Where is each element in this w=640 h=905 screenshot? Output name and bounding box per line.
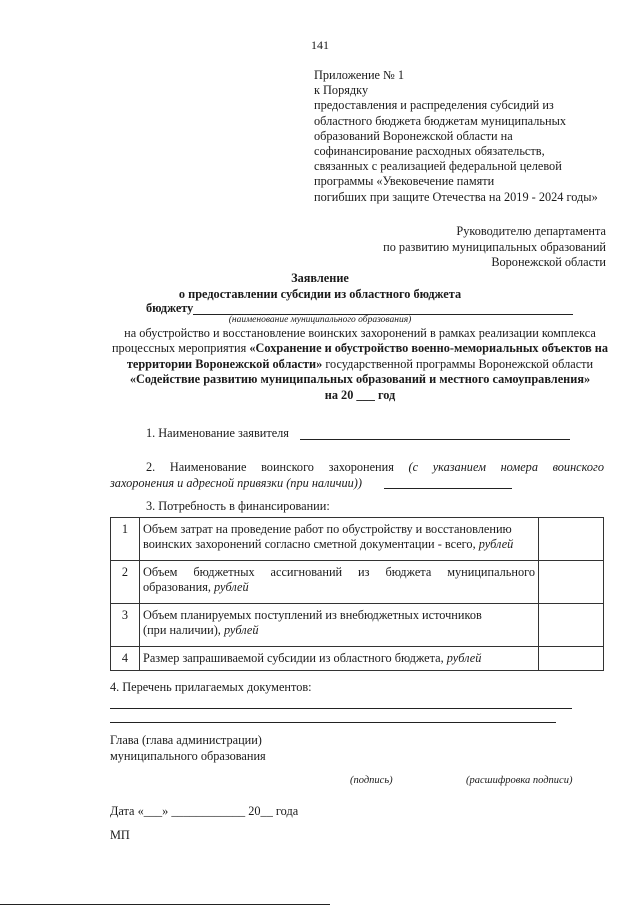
row-description: Объем планируемых поступлений из внебюджетных источников (при наличии), рублей xyxy=(140,604,539,647)
document-title: Заявление xyxy=(291,271,349,285)
application-description: на обустройство и восстановление воинских захоронений в рамках реализации комплекса процессных мероприятия «Сохранение и обустройство военно-мемориальных объектов на территории Воронежской области» государственной программы Воронежской области «Содействие развитию муниципальных образований и местного самоуправления» на 20 ___ год xyxy=(111,326,609,402)
signature-hint: (подпись) xyxy=(350,775,393,786)
row-value-cell[interactable] xyxy=(539,647,604,671)
stamp-label: МП xyxy=(110,828,130,842)
documents-line-2[interactable] xyxy=(110,722,556,723)
burial-name-block xyxy=(110,459,604,491)
financing-need-label: 3. Потребность в финансировании: xyxy=(146,499,330,513)
addressee-line: по развитию муниципальных образований xyxy=(383,239,606,254)
appendix-line: погибших при защите Отечества на 2019 - 2024 годы» xyxy=(314,189,598,204)
row-number: 2 xyxy=(111,561,140,604)
signature-decoding-hint: (расшифровка подписи) xyxy=(466,775,573,786)
row-description: Объем затрат на проведение работ по обустройству и восстановлению воинских захоронений согласно сметной документации - всего, рублей xyxy=(140,518,539,561)
burial-name-line[interactable] xyxy=(384,488,512,489)
appendix-line: программы «Увековечение памяти xyxy=(314,174,495,189)
row-number: 1 xyxy=(111,518,140,561)
row-value-cell[interactable] xyxy=(539,561,604,604)
burial-address-hint: захоронения и адресной привязки (при наличии)) xyxy=(110,476,362,490)
appendix-block xyxy=(314,68,598,205)
row-number: 4 xyxy=(111,647,140,671)
appendix-line: к Порядку xyxy=(314,83,369,98)
applicant-name-line[interactable] xyxy=(300,439,570,440)
addressee-line: Руководителю департамента xyxy=(456,224,606,238)
burial-name-label: 2. Наименование воинского захоронения xyxy=(146,460,394,474)
row-description: Размер запрашиваемой субсидии из областного бюджета, рублей xyxy=(140,647,539,671)
row-value-cell[interactable] xyxy=(539,604,604,647)
head-title-line: Глава (глава администрации) xyxy=(110,733,262,747)
year-line: на 20 ___ год xyxy=(324,387,396,402)
row-value-cell[interactable] xyxy=(539,518,604,561)
financing-table xyxy=(110,517,604,671)
addressee-line: Воронежской области xyxy=(491,255,606,269)
table-row xyxy=(111,604,604,647)
appendix-line: предоставления и распределения субсидий из xyxy=(314,98,554,113)
table-row xyxy=(111,647,604,671)
head-title-line: муниципального образования xyxy=(110,748,266,763)
appendix-line: Приложение № 1 xyxy=(314,68,405,82)
burial-name-hint: (с указанием номера воинского xyxy=(408,460,604,474)
applicant-name-label: 1. Наименование заявителя xyxy=(146,426,289,440)
appendix-line: связанных с реализацией федеральной целевой xyxy=(314,159,562,174)
table-row xyxy=(111,561,604,604)
head-signature-block xyxy=(110,733,266,764)
documents-list-label: 4. Перечень прилагаемых документов: xyxy=(110,680,312,694)
page-number: 141 xyxy=(311,38,329,52)
appendix-line: областного бюджета бюджетам муниципальных xyxy=(314,113,566,128)
date-line[interactable]: Дата «___» ____________ 20__ года xyxy=(110,804,299,818)
table-row xyxy=(111,518,604,561)
documents-line-1[interactable] xyxy=(110,708,572,709)
row-number: 3 xyxy=(111,604,140,647)
appendix-line: образований Воронежской области на xyxy=(314,128,513,143)
budget-label: бюджету xyxy=(146,301,194,315)
appendix-line: софинансирование расходных обязательств, xyxy=(314,144,545,159)
addressee-block xyxy=(383,224,606,271)
row-description: Объем бюджетных ассигнований из бюджета муниципального образования, рублей xyxy=(140,561,539,604)
document-subtitle: о предоставлении субсидии из областного бюджета xyxy=(178,287,462,301)
budget-hint: (наименование муниципального образования) xyxy=(228,315,412,325)
